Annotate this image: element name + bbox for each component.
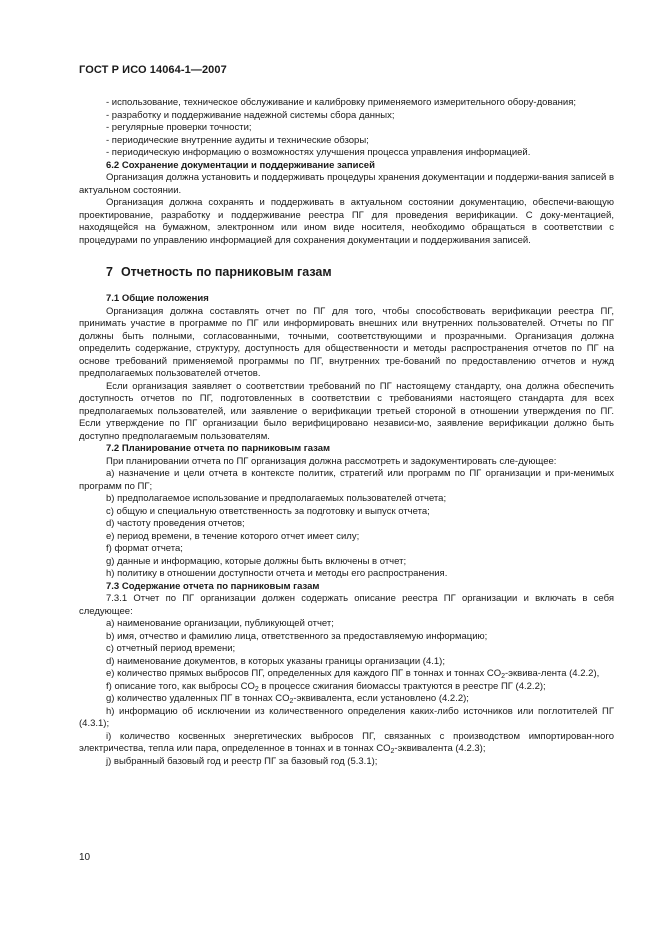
text-run: -эквивалента (4.2.3); <box>394 743 486 754</box>
list-item <box>79 681 614 694</box>
list-item: - использование, техническое обслуживание и калибровку применяемого измерительного обору-дования; <box>106 97 576 108</box>
list-item: j) выбранный базовый год и реестр ПГ за базовый год (5.3.1); <box>106 755 378 767</box>
subscript: 2 <box>501 673 505 680</box>
list-item: d) наименование документов, в которых указаны границы организации (4.1); <box>106 655 445 667</box>
list-item: - регулярные проверки точности; <box>106 122 252 133</box>
paragraph: Организация должна сохранять и поддерживать в актуальном состоянии документацию, обеспечи-вающую проектирование, разработку и поддерживание реестра ПГ для проведения верификации. С доку-ментацией, находящейся на бумажном, электронном или ином виде носителя, необходимо обращаться в соответствии с процедурами по управлению информацией для сохранения документации и поддерживания записей. <box>79 197 614 246</box>
text-run: i) количество косвенных энергетических выбросов ПГ, связанных с производством импортирован-ного электричества, тепла или пара, определенное в тоннах и в тоннах CO <box>79 730 614 754</box>
paragraph: Организация должна установить и поддерживать процедуры хранения документации и поддержи-вания записей в актуальном состоянии. <box>79 172 614 196</box>
list-item <box>79 668 614 681</box>
document-header: ГОСТ Р ИСО 14064-1—2007 <box>79 64 227 76</box>
list-item: c) общую и специальную ответственность за подготовку и выпуск отчета; <box>106 505 430 517</box>
section-heading-7 <box>79 264 614 280</box>
list-item: a) назначение и цели отчета в контексте политик, стратегий или программ по ПГ организации и при-менимых программ по ПГ; <box>79 468 614 492</box>
list-item: - периодические внутренние аудиты и технические обзоры; <box>106 134 369 146</box>
text-run: -эквива-лента (4.2.2), <box>505 668 600 679</box>
paragraph: 7.3.1 Отчет по ПГ организации должен содержать описание реестра ПГ организации и включать в себя следующее: <box>79 593 614 617</box>
subscript: 2 <box>254 685 259 693</box>
text-run: e) количество прямых выбросов ПГ, определенных для каждого ПГ в тоннах и тоннах CO <box>106 668 502 679</box>
list-item: c) отчетный период времени; <box>106 643 236 654</box>
subscript: 2 <box>289 698 294 705</box>
section-heading-7-3: 7.3 Содержание отчета по парниковым газам <box>106 580 320 592</box>
section-number: 7 <box>106 265 113 279</box>
text-run: f) описание того, как выбросы CO <box>106 680 255 692</box>
list-item: b) предполагаемое использование и предполагаемых пользователей отчета; <box>106 493 447 504</box>
document-body <box>79 97 614 768</box>
list-item: - периодическую информацию о возможностях улучшения процесса управления информацией. <box>106 147 531 158</box>
list-item: - разработку и поддерживание надежной системы сбора данных; <box>106 109 395 121</box>
list-item: h) политику в отношении доступности отчета и методы его распространения. <box>106 568 448 579</box>
list-item: a) наименование организации, публикующей отчет; <box>106 618 334 629</box>
list-item: h) информацию об исключении из количественного определения каких-либо источников или поглотителей ПГ (4.3.1); <box>79 705 614 729</box>
list-item: d) частоту проведения отчетов; <box>106 518 245 529</box>
text-run: g) количество удаленных ПГ в тоннах CO <box>106 693 290 704</box>
list-item: e) период времени, в течение которого отчет имеет силу; <box>106 530 360 542</box>
list-item: b) имя, отчество и фамилию лица, ответственного за предоставляемую информацию; <box>106 630 488 642</box>
section-heading-7-1: 7.1 Общие положения <box>106 293 209 304</box>
text-run: -эквивалента, если установлено (4.2.2); <box>293 693 469 704</box>
list-item: g) данные и информацию, которые должны быть включены в отчет; <box>106 555 407 567</box>
paragraph: Если организация заявляет о соответствии требований по ПГ настоящему стандарту, она должна обеспечить доступность отчетов по ПГ, подготовленных в соответствии с требованиями настоящего стандарта для всех предполагаемых пользователей, или заявление о верификации третьей стороной в отношении утверждения по ПГ. Если утверждение по ПГ организации было верифицировано независи-мо, заявление верификации должно быть доступно предполагаемым пользователям. <box>79 380 614 442</box>
section-heading-6-2: 6.2 Сохранение документации и поддерживание записей <box>106 159 375 171</box>
section-heading-7-2: 7.2 Планирование отчета по парниковым газам <box>106 443 331 454</box>
page-number: 10 <box>79 852 91 863</box>
list-item <box>79 693 614 706</box>
subscript: 2 <box>390 748 395 755</box>
section-title: Отчетность по парниковым газам <box>120 265 332 279</box>
paragraph: Организация должна составлять отчет по ПГ для того, чтобы способствовать верификации реестра ПГ, принимать участие в программе по ПГ или информировать внешних или внутренних пользователей. Отчеты по ПГ должны быть полными, согласованными, точными, соответствующими и прозрачными. Организация должна определить содержание, структуру, доступность для общественности и методы распространения отчетов по ПГ на основе требований применяемой программы по ПГ, внутренних тре-бований по предоставлению отчетов и нужд предполагаемых пользователей отчетов. <box>79 305 614 379</box>
list-item: f) формат отчета; <box>106 543 183 554</box>
text-run: в процессе сжигания биомассы трактуются в реестре ПГ (4.2.2); <box>258 680 546 692</box>
list-item <box>79 731 614 756</box>
paragraph: При планировании отчета по ПГ организация должна рассмотреть и задокументировать сле-дующее: <box>106 455 557 467</box>
